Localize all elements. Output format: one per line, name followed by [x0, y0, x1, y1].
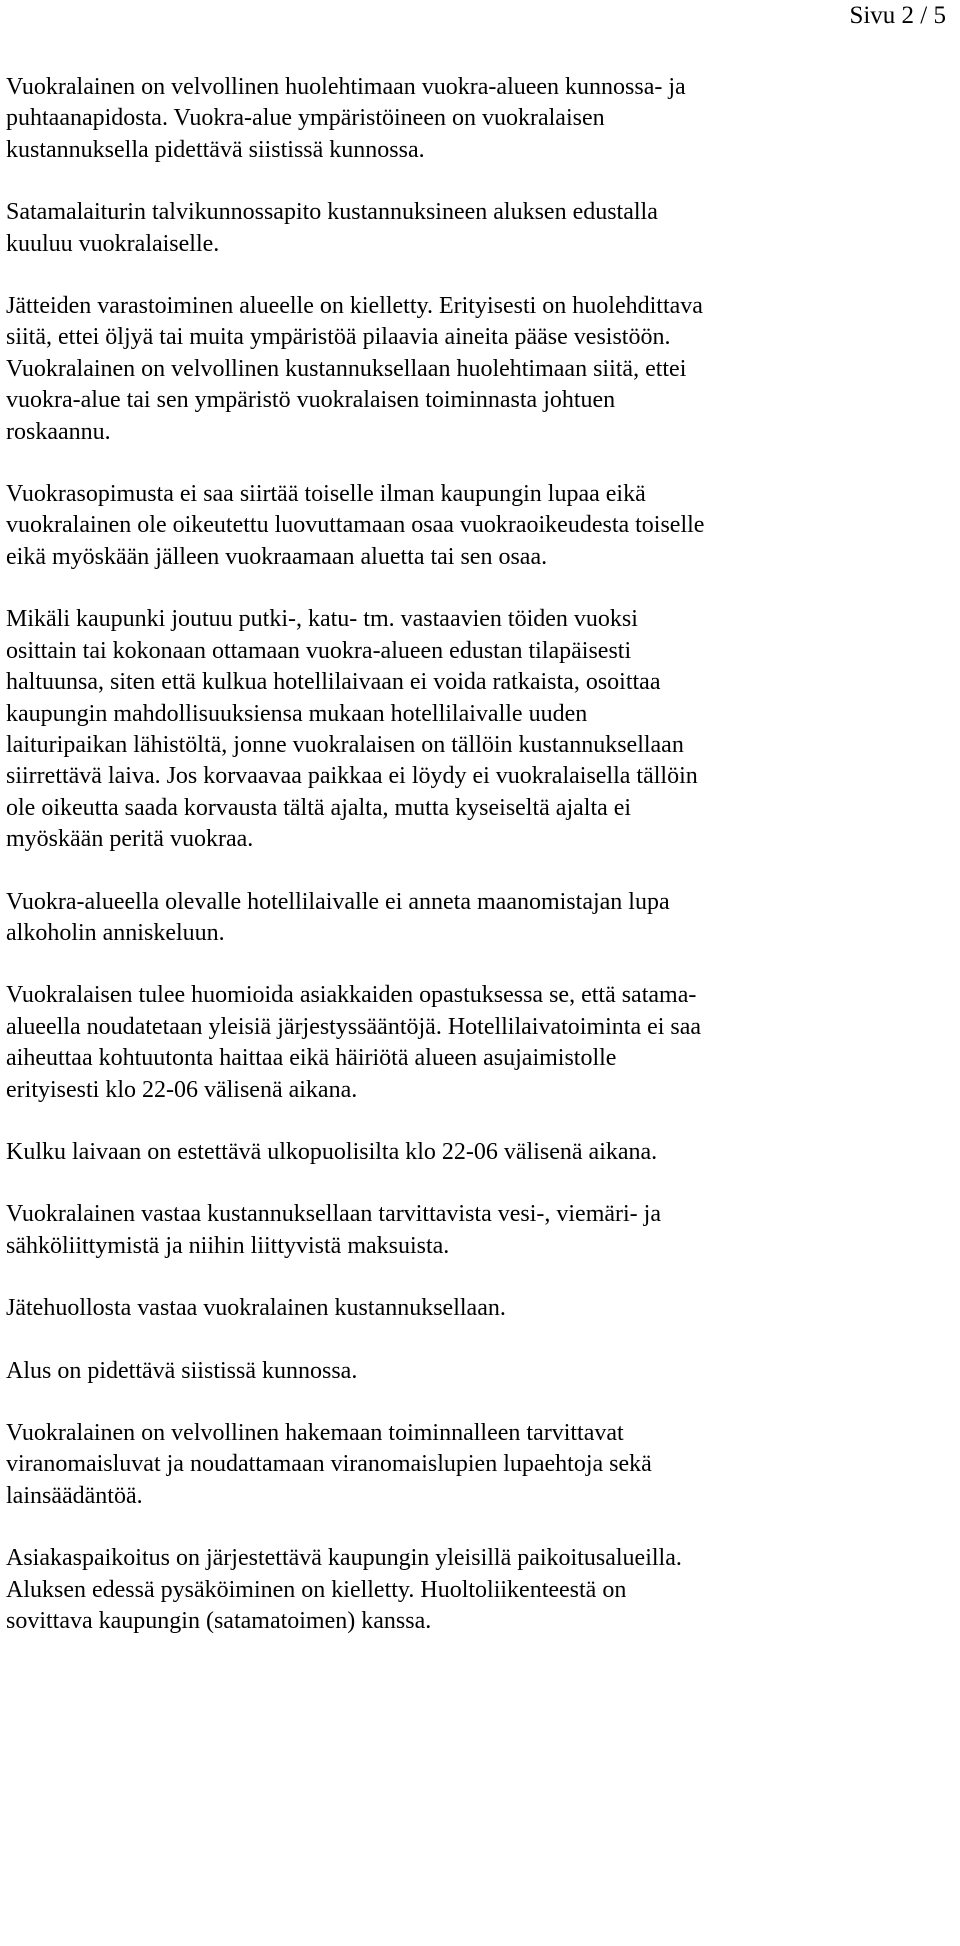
text-line: alueella noudatetaan yleisiä järjestyssääntöjä. Hotellilaivatoiminta ei saa	[6, 1013, 702, 1040]
paragraph-vessel-condition	[6, 1356, 958, 1387]
text-line: Vuokralainen on velvollinen kustannuksellaan huolehtimaan siitä, ettei	[6, 355, 687, 382]
text-line: Vuokrasopimusta ei saa siirtää toiselle ilman kaupungin lupaa eikä	[6, 481, 646, 508]
text-line: ole oikeutta saada korvausta tältä ajalta, mutta kyseiseltä ajalta ei	[6, 794, 632, 821]
text-line: aiheuttaa kohtuutonta haittaa eikä häiriötä alueen asujaimistolle	[6, 1045, 617, 1072]
text-line: Vuokralainen vastaa kustannuksellaan tarvittavista vesi-, viemäri- ja	[6, 1201, 661, 1228]
text-line: kuuluu vuokralaiselle.	[6, 230, 220, 257]
paragraph-permits	[6, 1418, 958, 1512]
text-line: Alus on pidettävä siistissä kunnossa.	[6, 1357, 358, 1384]
paragraph-winter-maintenance	[6, 197, 958, 260]
paragraph-access-restriction	[6, 1137, 958, 1168]
paragraph-utility-connections	[6, 1199, 958, 1262]
text-line: Vuokralainen on velvollinen hakemaan toiminnalleen tarvittavat	[6, 1420, 624, 1446]
paragraph-temporary-relocation	[6, 604, 958, 855]
text-line: Vuokralainen on velvollinen huolehtimaan vuokra-alueen kunnossa- ja	[6, 74, 686, 100]
text-line: laituripaikan lähistöltä, jonne vuokralaisen on tällöin kustannuksellaan	[6, 731, 684, 758]
text-line: eikä myöskään jälleen vuokraamaan aluetta tai sen osaa.	[6, 543, 548, 570]
paragraph-maintenance	[6, 72, 958, 166]
text-line: haltuunsa, siten että kulkua hotellilaivaan ei voida ratkaista, osoittaa	[6, 669, 661, 696]
text-line: vuokra-alue tai sen ympäristö vuokralaisen toiminnasta johtuen	[6, 387, 616, 414]
text-line: Jätteiden varastoiminen alueelle on kielletty. Erityisesti on huolehdittava	[6, 293, 703, 320]
text-line: Mikäli kaupunki joutuu putki-, katu- tm. vastaavien töiden vuoksi	[6, 606, 638, 633]
paragraph-order-rules	[6, 980, 958, 1106]
text-line: Jätehuollosta vastaa vuokralainen kustannuksellaan.	[6, 1295, 506, 1322]
text-line: Kulku laivaan on estettävä ulkopuolisilta klo 22-06 välisenä aikana.	[6, 1138, 658, 1165]
text-line: lainsäädäntöä.	[6, 1482, 143, 1509]
paragraph-alcohol-license	[6, 887, 958, 950]
text-line: alkoholin anniskeluun.	[6, 919, 225, 946]
paragraph-waste-management	[6, 1293, 958, 1324]
text-line: erityisesti klo 22-06 välisenä aikana.	[6, 1076, 358, 1103]
text-line: sovittava kaupungin (satamatoimen) kanssa.	[6, 1608, 432, 1635]
text-line: vuokralainen ole oikeutettu luovuttamaan osaa vuokraoikeudesta toiselle	[6, 512, 705, 539]
text-line: kustannuksella pidettävä siistissä kunnossa.	[6, 136, 425, 163]
text-line: Vuokralaisen tulee huomioida asiakkaiden opastuksessa se, että satama-	[6, 982, 697, 1009]
text-line: siirrettävä laiva. Jos korvaavaa paikkaa ei löydy ei vuokralaisella tällöin	[6, 763, 698, 790]
text-line: Asiakaspaikoitus on järjestettävä kaupungin yleisillä paikoitusalueilla.	[6, 1545, 682, 1572]
text-line: kaupungin mahdollisuuksiensa mukaan hotellilaivalle uuden	[6, 700, 588, 727]
text-line: Aluksen edessä pysäköiminen on kielletty. Huoltoliikenteestä on	[6, 1576, 627, 1603]
document-body	[6, 72, 958, 1637]
paragraph-waste-storage	[6, 291, 958, 448]
paragraph-lease-transfer	[6, 479, 958, 573]
text-line: osittain tai kokonaan ottamaan vuokra-alueen edustan tilapäisesti	[6, 637, 632, 664]
text-line: viranomaisluvat ja noudattamaan viranomaislupien lupaehtoja sekä	[6, 1451, 652, 1478]
page-number: Sivu 2 / 5	[849, 2, 946, 29]
text-line: puhtaanapidosta. Vuokra-alue ympäristöineen on vuokralaisen	[6, 105, 605, 132]
text-line: roskaannu.	[6, 418, 111, 445]
text-line: siitä, ettei öljyä tai muita ympäristöä pilaavia aineita pääse vesistöön.	[6, 324, 671, 351]
text-line: myöskään peritä vuokraa.	[6, 826, 254, 853]
text-line: Satamalaiturin talvikunnossapito kustannuksineen aluksen edustalla	[6, 199, 658, 226]
text-line: sähköliittymistä ja niihin liittyvistä maksuista.	[6, 1232, 450, 1259]
paragraph-customer-parking	[6, 1543, 958, 1637]
text-line: Vuokra-alueella olevalle hotellilaivalle ei anneta maanomistajan lupa	[6, 888, 670, 915]
